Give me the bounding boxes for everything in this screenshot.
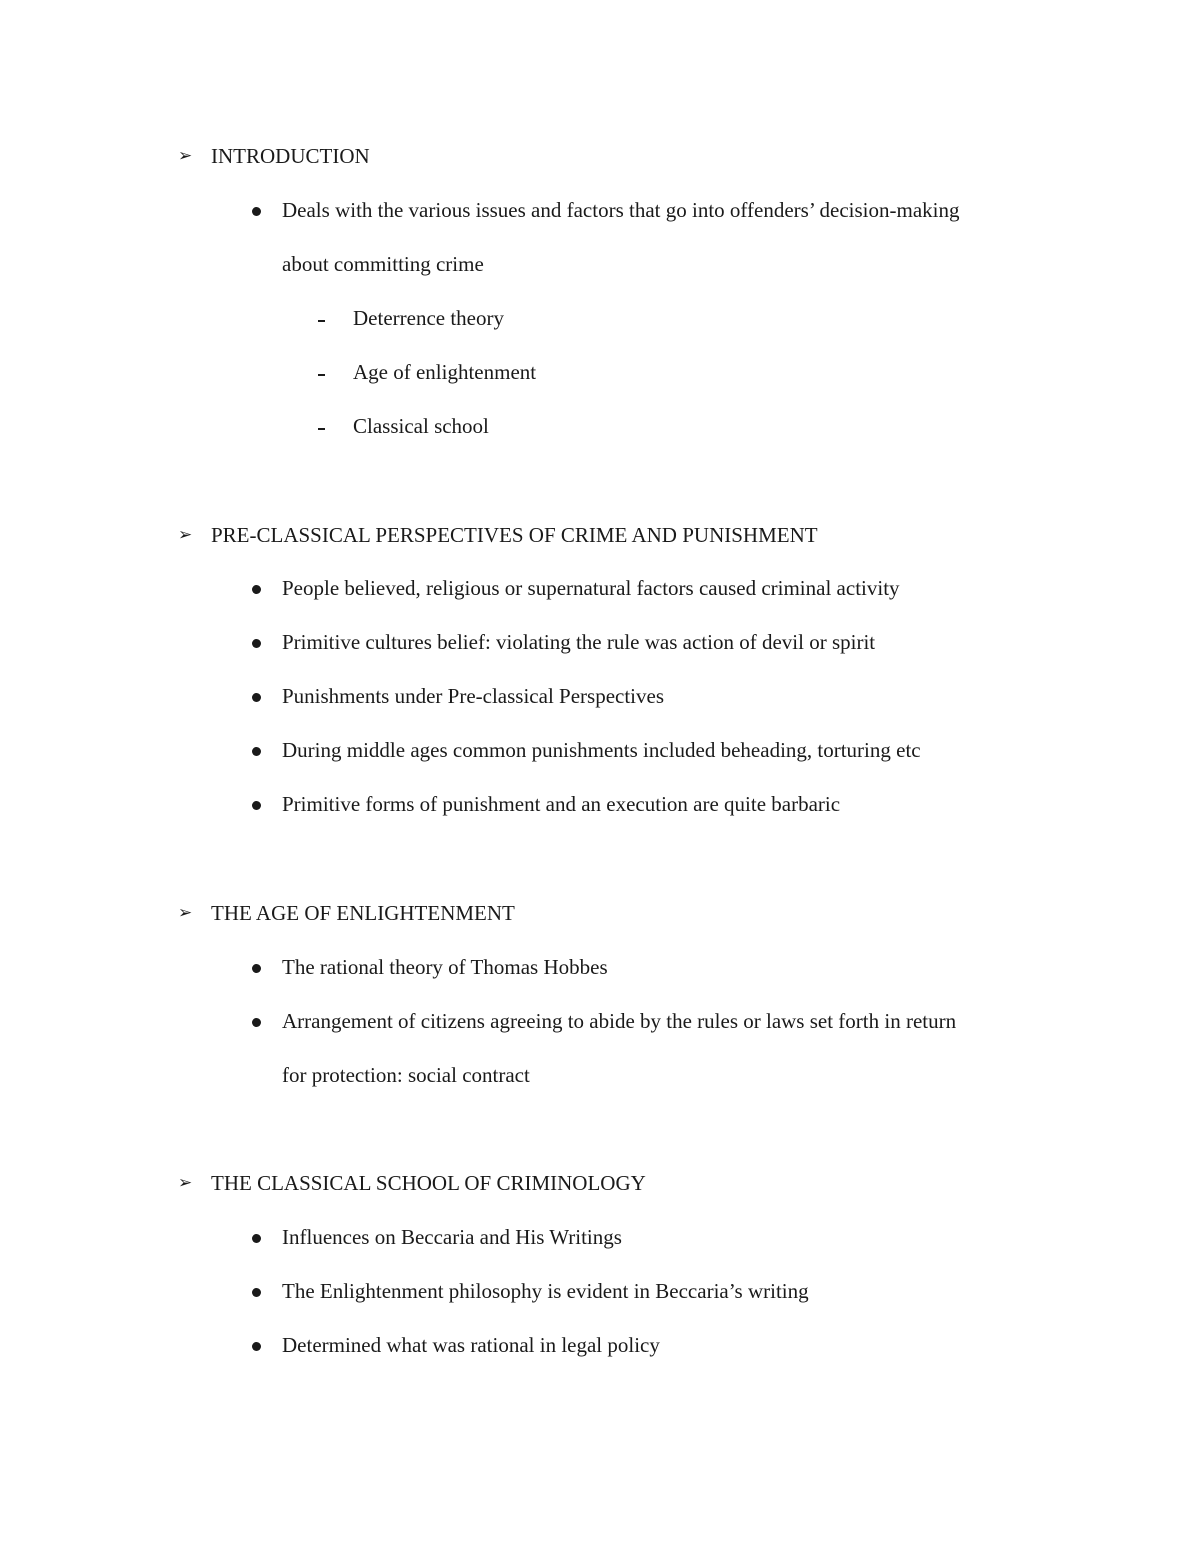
- bullet-dot-icon: [252, 964, 261, 973]
- bullet-dot-icon: [252, 801, 261, 810]
- section-heading-classical-school: THE CLASSICAL SCHOOL OF CRIMINOLOGY: [211, 1171, 646, 1195]
- bullet-dot-icon: [252, 1018, 261, 1027]
- section-heading-enlightenment: THE AGE OF ENLIGHTENMENT: [211, 901, 515, 925]
- sub-item-text: Classical school: [353, 414, 489, 438]
- dash-bullet-icon: [318, 374, 325, 376]
- bullet-dot-icon: [252, 747, 261, 756]
- bullet-dot-icon: [252, 1342, 261, 1351]
- bullet-text: Primitive forms of punishment and an execution are quite barbaric: [282, 792, 841, 816]
- bullet-text: The rational theory of Thomas Hobbes: [282, 955, 608, 979]
- bullet-dot-icon: [252, 207, 261, 216]
- bullet-text: People believed, religious or supernatural factors caused criminal activity: [282, 576, 900, 600]
- bullet-text: Determined what was rational in legal policy: [282, 1333, 660, 1357]
- bullet-text-continued: for protection: social contract: [282, 1063, 530, 1087]
- sub-item-text: Age of enlightenment: [353, 360, 537, 384]
- bullet-dot-icon: [252, 693, 261, 702]
- bullet-text: Deals with the various issues and factors that go into offenders’ decision-making: [282, 198, 960, 222]
- bullet-dot-icon: [252, 1288, 261, 1297]
- dash-bullet-icon: [318, 320, 325, 322]
- bullet-text: Influences on Beccaria and His Writings: [282, 1225, 622, 1249]
- bullet-text: Punishments under Pre-classical Perspectives: [282, 684, 664, 708]
- bullet-text-continued: about committing crime: [282, 252, 484, 276]
- arrow-bullet-icon: ➢: [178, 146, 193, 165]
- bullet-text: During middle ages common punishments included beheading, torturing etc: [282, 738, 921, 762]
- bullet-text: The Enlightenment philosophy is evident in Beccaria’s writing: [282, 1279, 809, 1303]
- sub-item-text: Deterrence theory: [353, 306, 504, 330]
- arrow-bullet-icon: ➢: [178, 903, 193, 922]
- arrow-bullet-icon: ➢: [178, 525, 193, 544]
- bullet-dot-icon: [252, 1234, 261, 1243]
- section-heading-pre-classical: PRE-CLASSICAL PERSPECTIVES OF CRIME AND PUNISHMENT: [211, 523, 818, 547]
- dash-bullet-icon: [318, 428, 325, 430]
- bullet-text: Primitive cultures belief: violating the rule was action of devil or spirit: [282, 630, 876, 654]
- bullet-text: Arrangement of citizens agreeing to abide by the rules or laws set forth in return: [282, 1009, 957, 1033]
- bullet-dot-icon: [252, 585, 261, 594]
- arrow-bullet-icon: ➢: [178, 1173, 193, 1192]
- section-heading-introduction: INTRODUCTION: [211, 144, 370, 168]
- bullet-dot-icon: [252, 639, 261, 648]
